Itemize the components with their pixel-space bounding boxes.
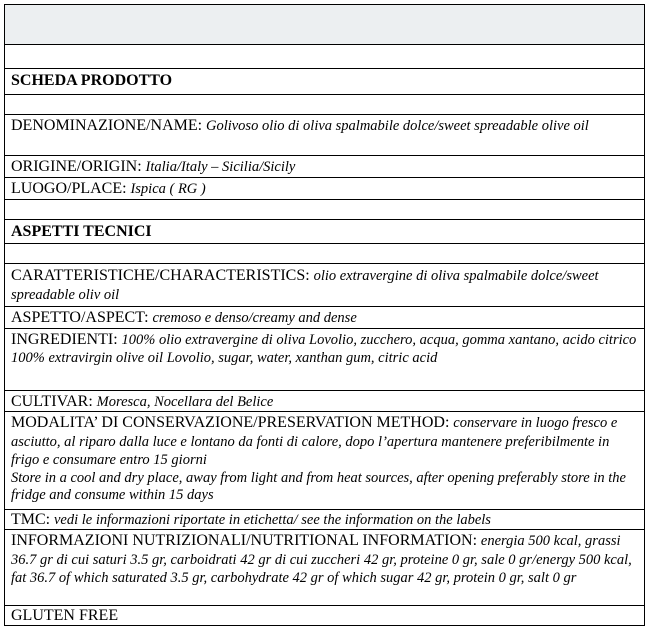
field-label: GLUTEN FREE <box>11 607 119 624</box>
field-value: energia 500 kcal, grassi 36.7 gr di cui saturi 3.5 gr, carboidrati 42 gr di cui zuccheri 42 gr, proteine 0 gr, sale 0 gr/energy 500 kcal, fat 36.7 of which saturated 3.5 gr, carbohydrate 42 gr of which sugar 42 gr, protein 0 gr, salt 0 gr <box>11 533 632 586</box>
section-scheda-prodotto <box>5 68 644 94</box>
field-label: DENOMINAZIONE/NAME: <box>11 117 203 134</box>
field-value: 100% olio extravergine di oliva Lovolio, zucchero, acqua, gomma xantano, acido citrico <box>121 332 637 348</box>
field-label: CARATTERISTICHE/CHARACTERISTICS: <box>11 267 310 284</box>
field-conservazione <box>5 411 644 509</box>
field-label: INFORMAZIONI NUTRIZIONALI/NUTRITIONAL INFORMATION: <box>11 532 478 549</box>
field-ingredienti <box>5 328 644 390</box>
field-value: Ispica ( RG ) <box>130 181 206 197</box>
section-aspetti-tecnici <box>5 219 644 243</box>
spacer-row <box>5 44 644 68</box>
field-value-english: 100% extravirgin olive oil Lovolio, sugar, water, xanthan gum, citric acid <box>11 349 438 366</box>
field-label: INGREDIENTI: <box>11 331 118 348</box>
field-aspetto <box>5 306 644 328</box>
product-sheet <box>4 4 645 626</box>
field-label: MODALITA’ DI CONSERVAZIONE/PRESERVATION METHOD: <box>11 414 450 431</box>
field-origine <box>5 155 644 177</box>
field-value: cremoso e denso/creamy and dense <box>152 310 357 326</box>
spacer-row <box>5 243 644 263</box>
field-gluten-free <box>5 605 644 626</box>
field-value: conservare in luogo fresco e asciutto, al riparo dalla luce e lontano da fonti di calore, dopo l’apertura mantenere preferibilmente in frigo e consumare entro 15 giorni <box>11 415 618 468</box>
field-value: Italia/Italy – Sicilia/Sicily <box>145 159 296 175</box>
field-value: olio extravergine di oliva spalmabile dolce/sweet spreadable oliv oil <box>11 268 599 303</box>
field-label: CULTIVAR: <box>11 393 93 410</box>
field-luogo <box>5 177 644 199</box>
spacer-row <box>5 199 644 219</box>
field-value: vedi le informazioni riportate in etichetta/ see the information on the labels <box>54 512 491 528</box>
field-label: ASPETTO/ASPECT: <box>11 309 149 326</box>
field-cultivar <box>5 390 644 411</box>
field-label: TMC: <box>11 511 51 528</box>
field-denominazione <box>5 114 644 155</box>
field-label: ORIGINE/ORIGIN: <box>11 158 142 175</box>
section-title: ASPETTI TECNICI <box>11 223 152 240</box>
section-title: SCHEDA PRODOTTO <box>11 72 173 89</box>
field-value: Moresca, Nocellara del Belice <box>96 394 274 410</box>
field-value: Golivoso olio di oliva spalmabile dolce/sweet spreadable olive oil <box>205 118 589 134</box>
spacer-row <box>5 94 644 114</box>
field-value-english: Store in a cool and dry place, away from light and from heat sources, after opening preferably store in the fridge and consume within 15 days <box>11 469 626 503</box>
field-tmc <box>5 509 644 529</box>
field-nutrizionali <box>5 529 644 605</box>
header-band <box>5 5 644 44</box>
field-caratteristiche <box>5 263 644 306</box>
field-label: LUOGO/PLACE: <box>11 180 127 197</box>
